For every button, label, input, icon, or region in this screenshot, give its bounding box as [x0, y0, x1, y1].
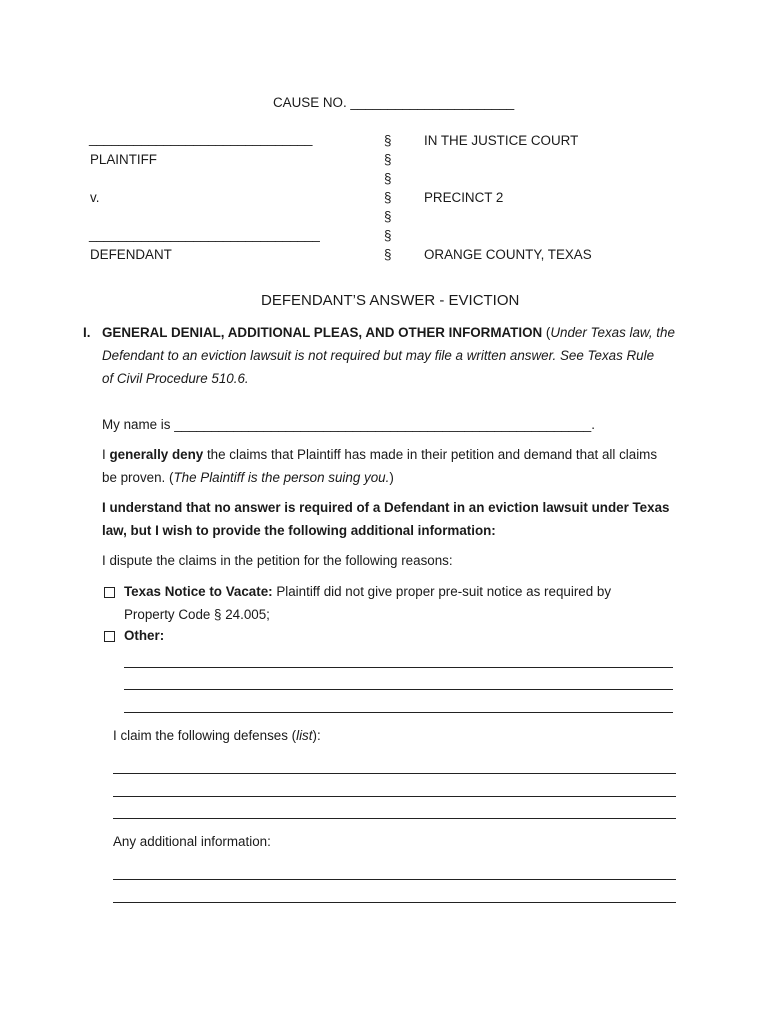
section-mark: §: [384, 171, 392, 186]
section-heading: GENERAL DENIAL, ADDITIONAL PLEAS, AND OTHER INFORMATION: [102, 325, 543, 340]
understand-line2: law, but I wish to provide the following additional information:: [102, 523, 496, 538]
name-line: [102, 417, 595, 432]
denial-line2-italic: The Plaintiff is the person suing you.: [173, 470, 390, 485]
defenses-label-post: ):: [312, 728, 321, 743]
option-notice-line1: [124, 584, 611, 599]
option-notice-title: Texas Notice to Vacate:: [124, 584, 273, 599]
county-label: ORANGE COUNTY, TEXAS: [424, 247, 592, 262]
defendant-name-field[interactable]: _______________________________: [89, 227, 320, 242]
section-note-open: (: [542, 325, 551, 340]
defenses-line[interactable]: [113, 796, 676, 797]
document-title: DEFENDANT’S ANSWER - EVICTION: [261, 292, 520, 309]
defenses-label-italic: list: [296, 728, 313, 743]
section-mark: §: [384, 133, 392, 148]
name-line-end: .: [591, 417, 595, 432]
court-label: IN THE JUSTICE COURT: [424, 133, 579, 148]
additional-info-line[interactable]: [113, 879, 676, 880]
versus-label: v.: [90, 190, 100, 205]
denial-prefix: I: [102, 447, 110, 462]
denial-text: the claims that Plaintiff has made in their petition and demand that all claims: [203, 447, 658, 462]
denial-line2-post: ): [389, 470, 394, 485]
defendant-label: DEFENDANT: [90, 247, 172, 262]
dispute-intro: I dispute the claims in the petition for the following reasons:: [102, 553, 453, 568]
section-mark: §: [384, 209, 392, 224]
cause-number-label: CAUSE NO.: [273, 95, 347, 110]
other-checkbox[interactable]: [104, 631, 115, 642]
other-reason-line[interactable]: [124, 667, 673, 668]
additional-info-label: Any additional information:: [113, 834, 271, 849]
precinct-label: PRECINCT 2: [424, 190, 504, 205]
defenses-label-pre: I claim the following defenses (: [113, 728, 297, 743]
general-deny-text: generally deny: [109, 447, 204, 462]
plaintiff-name-field[interactable]: ______________________________: [89, 131, 313, 146]
section-note-line2: Defendant to an eviction lawsuit is not required but may file a written answer. See Texas Rule: [102, 348, 655, 363]
defenses-line[interactable]: [113, 818, 676, 819]
section-mark: §: [384, 247, 392, 262]
cause-number-field[interactable]: ______________________: [350, 95, 515, 110]
cause-number-line: [273, 95, 514, 110]
section-heading-line: [102, 325, 675, 340]
plaintiff-label: PLAINTIFF: [90, 152, 157, 167]
defenses-label: [113, 728, 321, 743]
defenses-line[interactable]: [113, 773, 676, 774]
denial-line2-pre: be proven. (: [102, 470, 174, 485]
understand-line1: I understand that no answer is required of a Defendant in an eviction lawsuit under Texas: [102, 500, 670, 515]
defendant-name-field[interactable]: ________________________________________________________: [174, 417, 592, 432]
additional-info-line[interactable]: [113, 902, 676, 903]
section-mark: §: [384, 228, 392, 243]
section-mark: §: [384, 190, 392, 205]
general-denial-line1: [102, 447, 657, 462]
section-note-line1: Under Texas law, the: [550, 325, 675, 340]
general-denial-line2: [102, 470, 394, 485]
section-mark: §: [384, 152, 392, 167]
other-reason-line[interactable]: [124, 689, 673, 690]
name-label: My name is: [102, 417, 171, 432]
notice-to-vacate-checkbox[interactable]: [104, 587, 115, 598]
option-notice-text: Plaintiff did not give proper pre-suit notice as required by: [272, 584, 612, 599]
option-notice-line2: Property Code § 24.005;: [124, 607, 270, 622]
other-reason-line[interactable]: [124, 712, 673, 713]
section-note-line3: of Civil Procedure 510.6.: [102, 371, 249, 386]
option-other-label: Other:: [124, 628, 165, 643]
section-number: I.: [83, 325, 91, 340]
